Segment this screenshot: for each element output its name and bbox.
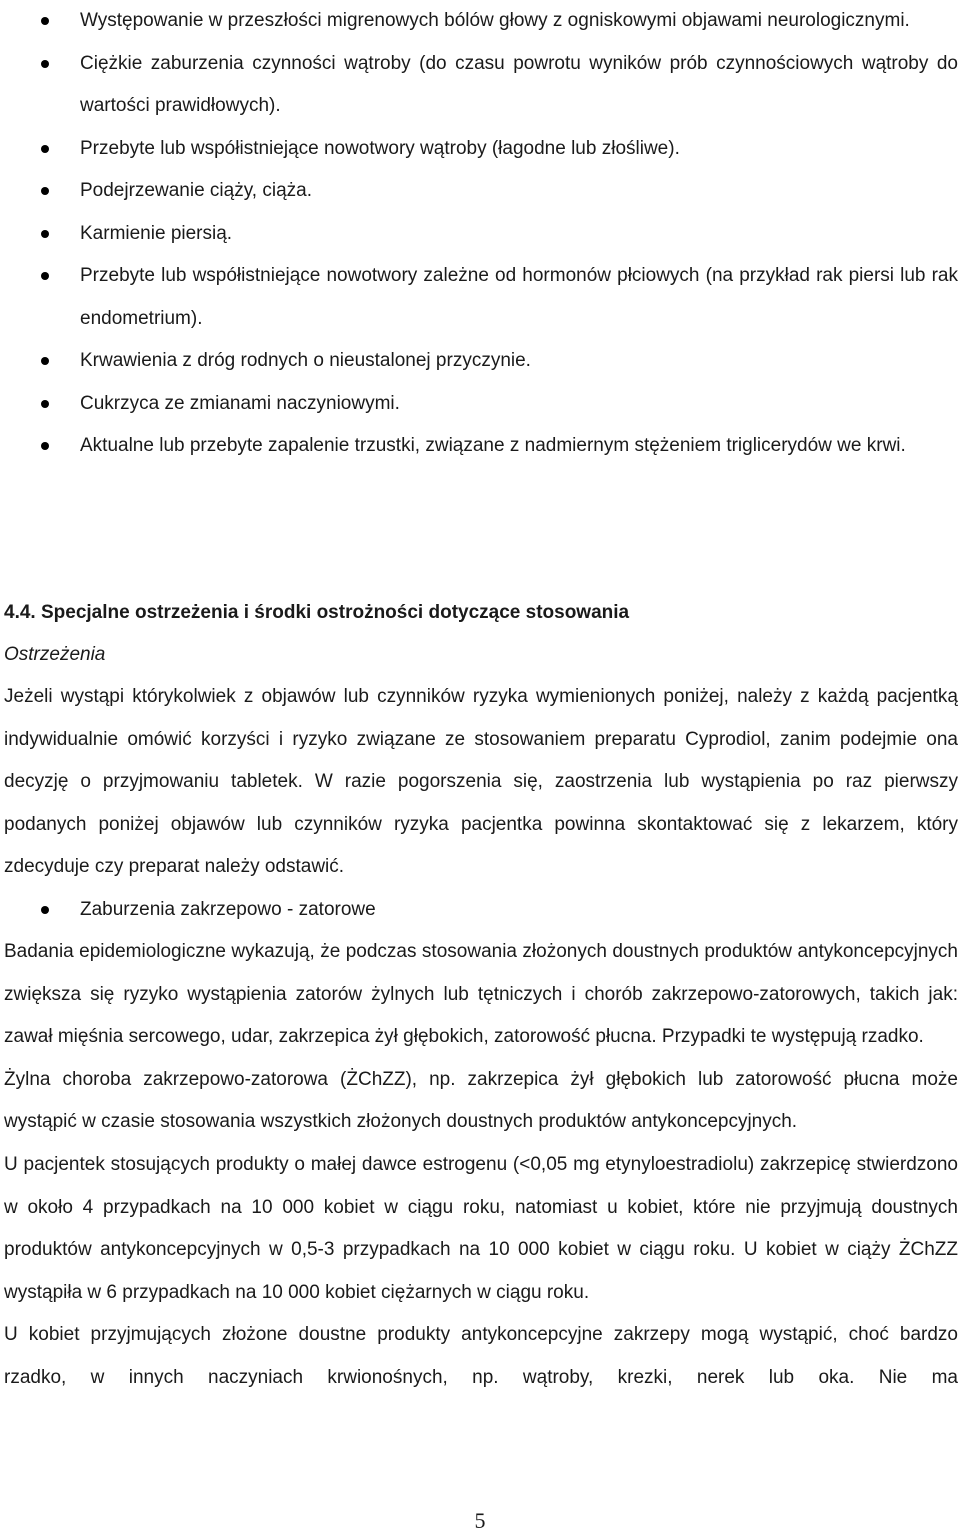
list-item: Przebyte lub współistniejące nowotwory zależne od hormonów płciowych (na przykład rak piersi lub rak endometrium).: [0, 255, 958, 340]
list-item: Występowanie w przeszłości migrenowych bólów głowy z ogniskowymi objawami neurologicznymi.: [0, 0, 958, 43]
paragraph-other-vessels: U kobiet przyjmujących złożone doustne produkty antykoncepcyjne zakrzepy mogą wystąpić, choć bardzo rzadko, w innych naczyniach krwionośnych, np. wątroby, krezki, nerek lub oka. Nie ma: [4, 1324, 958, 1388]
contraindications-list: [0, 0, 958, 468]
list-item: Ciężkie zaburzenia czynności wątroby (do czasu powrotu wyników prób czynnościowych wątroby do wartości prawidłowych).: [0, 43, 958, 128]
paragraph-low-dose: U pacjentek stosujących produkty o małej dawce estrogenu (<0,05 mg etynyloestradiolu) zakrzepicę stwierdzono w około 4 przypadkach na 10 000 kobiet w ciągu roku, natomiast u kobiet, które nie przyjmują doustnych produktów antykoncepcyjnych w 0,5-3 przypadkach na 10 000 kobiet w ciągu roku. U kobiet w ciąży ŻChZZ wystąpiła w 6 przypadkach na 10 000 kobiet ciężarnych w ciągu roku.: [4, 1153, 958, 1303]
list-item: Cukrzyca ze zmianami naczyniowymi.: [0, 383, 958, 426]
section-subheading: Ostrzeżenia: [4, 644, 106, 665]
page-number: 5: [474, 1508, 486, 1533]
section-heading: 4.4. Specjalne ostrzeżenia i środki ostrożności dotyczące stosowania: [4, 602, 630, 623]
intro-paragraph: Jeżeli wystąpi którykolwiek z objawów lub czynników ryzyka wymienionych poniżej, należy z każdą pacjentką indywidualnie omówić korzyści i ryzyko związane ze stosowaniem preparatu Cyprodiol, zanim podejmie ona decyzję o przyjmowaniu tabletek. W razie pogorszenia się, zaostrzenia lub wystąpienia po raz pierwszy podanych poniżej objawów lub czynników ryzyka pacjentka powinna skontaktować się z lekarzem, który zdecyduje czy preparat należy odstawić.: [4, 686, 958, 878]
warnings-section: [4, 592, 958, 1400]
list-item: Podejrzewanie ciąży, ciąża.: [0, 170, 958, 213]
paragraph-epidemiology: Badania epidemiologiczne wykazują, że podczas stosowania złożonych doustnych produktów antykoncepcyjnych zwiększa się ryzyko wystąpienia zatorów żylnych lub tętniczych i chorób zakrzepowo-zatorowych, takich jak: zawał mięśnia sercowego, udar, zakrzepica żył głębokich, zatorowość płucna. Przypadki te występują rzadko.: [4, 940, 958, 1048]
list-item: Aktualne lub przebyte zapalenie trzustki, związane z nadmiernym stężeniem triglicerydów we krwi.: [0, 425, 958, 468]
list-item: Krwawienia z dróg rodnych o nieustalonej przyczynie.: [0, 340, 958, 383]
paragraph-vte: Żylna choroba zakrzepowo-zatorowa (ŻChZZ), np. zakrzepica żył głębokich lub zatorowość płucna może wystąpić w czasie stosowania wszystkich złożonych doustnych produktów antykoncepcyjnych.: [4, 1068, 958, 1133]
thromboembolism-bullet: Zaburzenia zakrzepowo - zatorowe: [4, 889, 958, 931]
list-item: Przebyte lub współistniejące nowotwory wątroby (łagodne lub złośliwe).: [0, 128, 958, 171]
list-item: Karmienie piersią.: [0, 213, 958, 256]
